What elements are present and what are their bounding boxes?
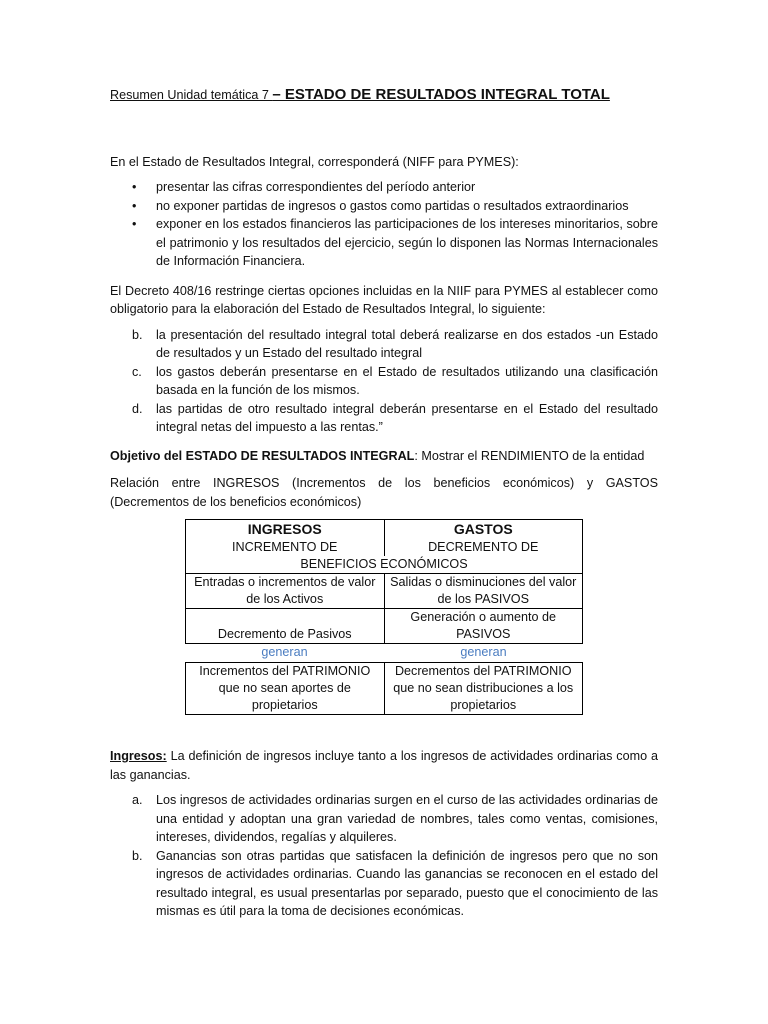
bullet-list (110, 178, 658, 271)
table-row (186, 609, 583, 644)
table-cell: Decrementos del PATRIMONIO que no sean distribuciones a los propietarios (384, 663, 583, 715)
list-item: • no exponer partidas de ingresos o gastos como partidas o resultados extraordinarios (110, 197, 658, 216)
list-item: • presentar las cifras correspondientes del período anterior (110, 178, 658, 197)
list-item: a. Los ingresos de actividades ordinarias surgen en el curso de las actividades ordinarias de una entidad y adoptan una gran variedad de nombres, tales como ventas, comisiones, intereses, dividendos, regalías y alquileres. (132, 793, 658, 844)
title-prefix: Resumen Unidad temática 7 (110, 88, 273, 102)
table-row (186, 663, 583, 715)
list-item: • exponer en los estados financieros las participaciones de los intereses minoritarios, sobre el patrimonio y los resultados del ejercicio, según lo disponen las Normas Internacionales de Información Financiera. (132, 217, 658, 268)
document-title (110, 86, 658, 105)
table-row (186, 574, 583, 609)
bullet-icon: • (132, 198, 137, 213)
table-cell: BENEFICIOS ECONÓMICOS (186, 556, 583, 574)
title-main: – ESTADO DE RESULTADOS INTEGRAL TOTAL (272, 86, 610, 103)
decreto-list (110, 326, 658, 437)
ingresos-list (110, 791, 658, 921)
table-cell: Salidas o disminuciones del valor de los PASIVOS (384, 574, 583, 609)
objetivo-paragraph: Objetivo del ESTADO DE RESULTADOS INTEGRAL: Mostrar el RENDIMIENTO de la entidad (110, 448, 645, 463)
table-row (186, 556, 583, 574)
relacion-paragraph: Relación entre INGRESOS (Incrementos de los beneficios económicos) y GASTOS (Decrementos de los beneficios económicos) (110, 476, 658, 509)
document-page (110, 86, 658, 931)
generan-label: generan (261, 645, 308, 659)
bullet-icon: • (132, 180, 137, 194)
list-item: b. la presentación del resultado integral total deberá realizarse en dos estados -un Estado de resultados y un Estado del resultado integral (132, 327, 658, 360)
table-cell: Incrementos del PATRIMONIO que no sean aportes de propietarios (186, 663, 385, 715)
list-item: b. Ganancias son otras partidas que satisfacen la definición de ingresos pero que no son ingresos de actividades ordinarias. Cuando las ganancias se reconocen en el estado del resultado integral, es usual presentarlas por separado, puesto que el conocimiento de las mismas es útil para la toma de decisiones económicas. (132, 848, 658, 918)
table-cell: GASTOS DECREMENTO DE (384, 520, 583, 557)
patrimonio-table (185, 662, 583, 715)
list-item: c. los gastos deberán presentarse en el Estado de resultados utilizando una clasificación basada en la función de los mismos. (132, 364, 658, 397)
intro-paragraph: En el Estado de Resultados Integral, corresponderá (NIFF para PYMES): (110, 154, 519, 169)
table-cell: Generación o aumento de PASIVOS (384, 609, 583, 644)
generan-row (185, 644, 583, 661)
table-cell: Entradas o incrementos de valor de los Activos (186, 574, 385, 609)
table-cell: INGRESOS INCREMENTO DE (186, 520, 385, 557)
bullet-icon: • (132, 217, 137, 231)
table-row (186, 520, 583, 557)
list-item: d. las partidas de otro resultado integral deberán presentarse en el Estado del resultado integral netas del impuesto a las rentas.” (132, 401, 658, 434)
table-cell: Decremento de Pasivos (186, 609, 385, 644)
generan-label: generan (460, 645, 507, 659)
relation-diagram (110, 519, 658, 715)
ingresos-gastos-table (185, 519, 583, 644)
decreto-paragraph: El Decreto 408/16 restringe ciertas opciones incluidas en la NIIF para PYMES al establecer como obligatorio para la elaboración del Estado de Resultados Integral, lo siguiente: (110, 283, 658, 316)
ingresos-paragraph: Ingresos: La definición de ingresos incluye tanto a los ingresos de actividades ordinarias como a las ganancias. (110, 749, 658, 782)
